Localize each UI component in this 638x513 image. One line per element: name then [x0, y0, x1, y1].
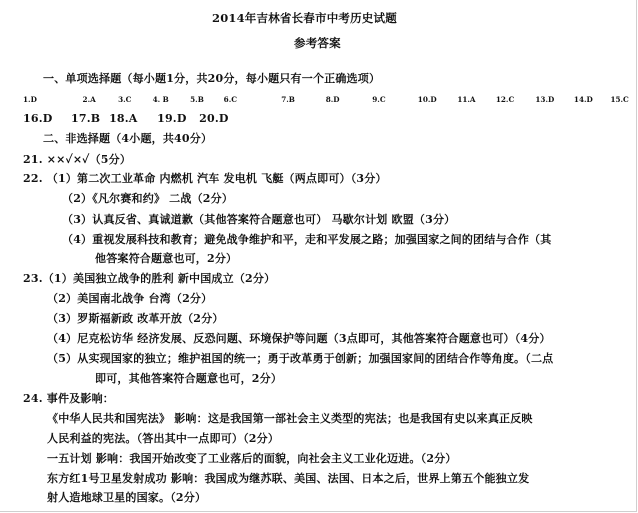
mcq-answer: 8.D [325, 95, 340, 104]
mcq-row-1 [23, 93, 629, 107]
q24-line-1: 24. 事件及影响： [23, 392, 114, 405]
mcq-answer: 15.C [610, 95, 629, 104]
mcq-answer: 9.C [372, 95, 386, 104]
q23-line-2: （2）美国南北战争 台湾（2分） [47, 292, 213, 305]
q24-line-3: 人民利益的宪法。（答出其中一点即可）（2分） [47, 432, 280, 445]
mcq-answer: 3.C [118, 95, 132, 104]
mcq-answer: 1.D [23, 95, 37, 104]
q22-line-5: 他答案符合题意也可，2分） [95, 252, 238, 265]
q22-line-4: （4）重视发展科技和教育；避免战争维护和平，走和平发展之路；加强国家之间的团结与合作（其 [62, 233, 552, 246]
q23-line-6: 即可，其他答案符合题意也可，2分） [95, 372, 283, 385]
q24-line-5: 东方红1号卫星发射成功 影响：我国成为继苏联、美国、法国、日本之后，世界上第五个能独立发 [47, 472, 530, 485]
q24-line-6: 射人造地球卫星的国家。（2分） [47, 491, 207, 504]
mcq-answer: 10.D [417, 95, 437, 104]
q22-line-3: （3）认真反省、真诚道歉（其他答案符合题意也可） 马歇尔计划 欧盟（3分） [62, 213, 456, 226]
doc-subtitle: 参考答案 [294, 36, 341, 50]
mcq-answer: 6.C [223, 95, 237, 104]
mcq-answer: 4. B [152, 95, 169, 104]
section-2-heading: 二、非选择题（4小题，共40分） [43, 132, 213, 145]
q23-line-3: （3）罗斯福新政 改革开放（2分） [47, 312, 224, 325]
q23-line-1: 23.（1）美国独立战争的胜利 新中国成立（2分） [23, 272, 276, 285]
mcq-answer: 13.D [535, 95, 555, 104]
mcq-answer: 17.B [71, 112, 101, 125]
mcq-answer: 2.A [82, 95, 96, 104]
mcq-answer: 19.D [157, 112, 187, 125]
q24-line-4: 一五计划 影响：我国开始改变了工业落后的面貌，向社会主义工业化迈进。（2分） [47, 452, 457, 465]
doc-title: 2014年吉林省长春市中考历史试题 [212, 11, 397, 25]
q24-line-2: 《中华人民共和国宪法》 影响：这是我国第一部社会主义类型的宪法；也是我国有史以来真正反映 [47, 412, 533, 425]
q21-answer: 21. ××✓×✓（5分） [23, 153, 132, 166]
mcq-answer: 12.C [495, 95, 515, 104]
mcq-answer: 14.D [573, 95, 593, 104]
mcq-row-2 [23, 112, 229, 126]
section-1-heading: 一、单项选择题（每小题1分，共20分，每小题只有一个正确选项） [43, 72, 381, 85]
mcq-answer: 18.A [109, 112, 138, 125]
q22-line-2: （2）《凡尔赛和约》 二战（2分） [62, 192, 234, 205]
mcq-answer: 16.D [23, 112, 53, 125]
mcq-answer: 11.A [457, 95, 476, 104]
mcq-answer: 20.D [199, 112, 229, 125]
q23-line-4: （4）尼克松访华 经济发展、反恐问题、环境保护等问题（3点即可，其他答案符合题意也可）（4分） [47, 332, 551, 345]
q23-line-5: （5）从实现国家的独立；维护祖国的统一；勇于改革勇于创新；加强国家间的团结合作等角度。（二点 [47, 352, 554, 365]
mcq-answer: 7.B [281, 95, 295, 104]
mcq-answer: 5.B [190, 95, 204, 104]
q22-line-1: 22. （1）第二次工业革命 内燃机 汽车 发电机 飞艇（两点即可）（3分） [23, 172, 387, 185]
